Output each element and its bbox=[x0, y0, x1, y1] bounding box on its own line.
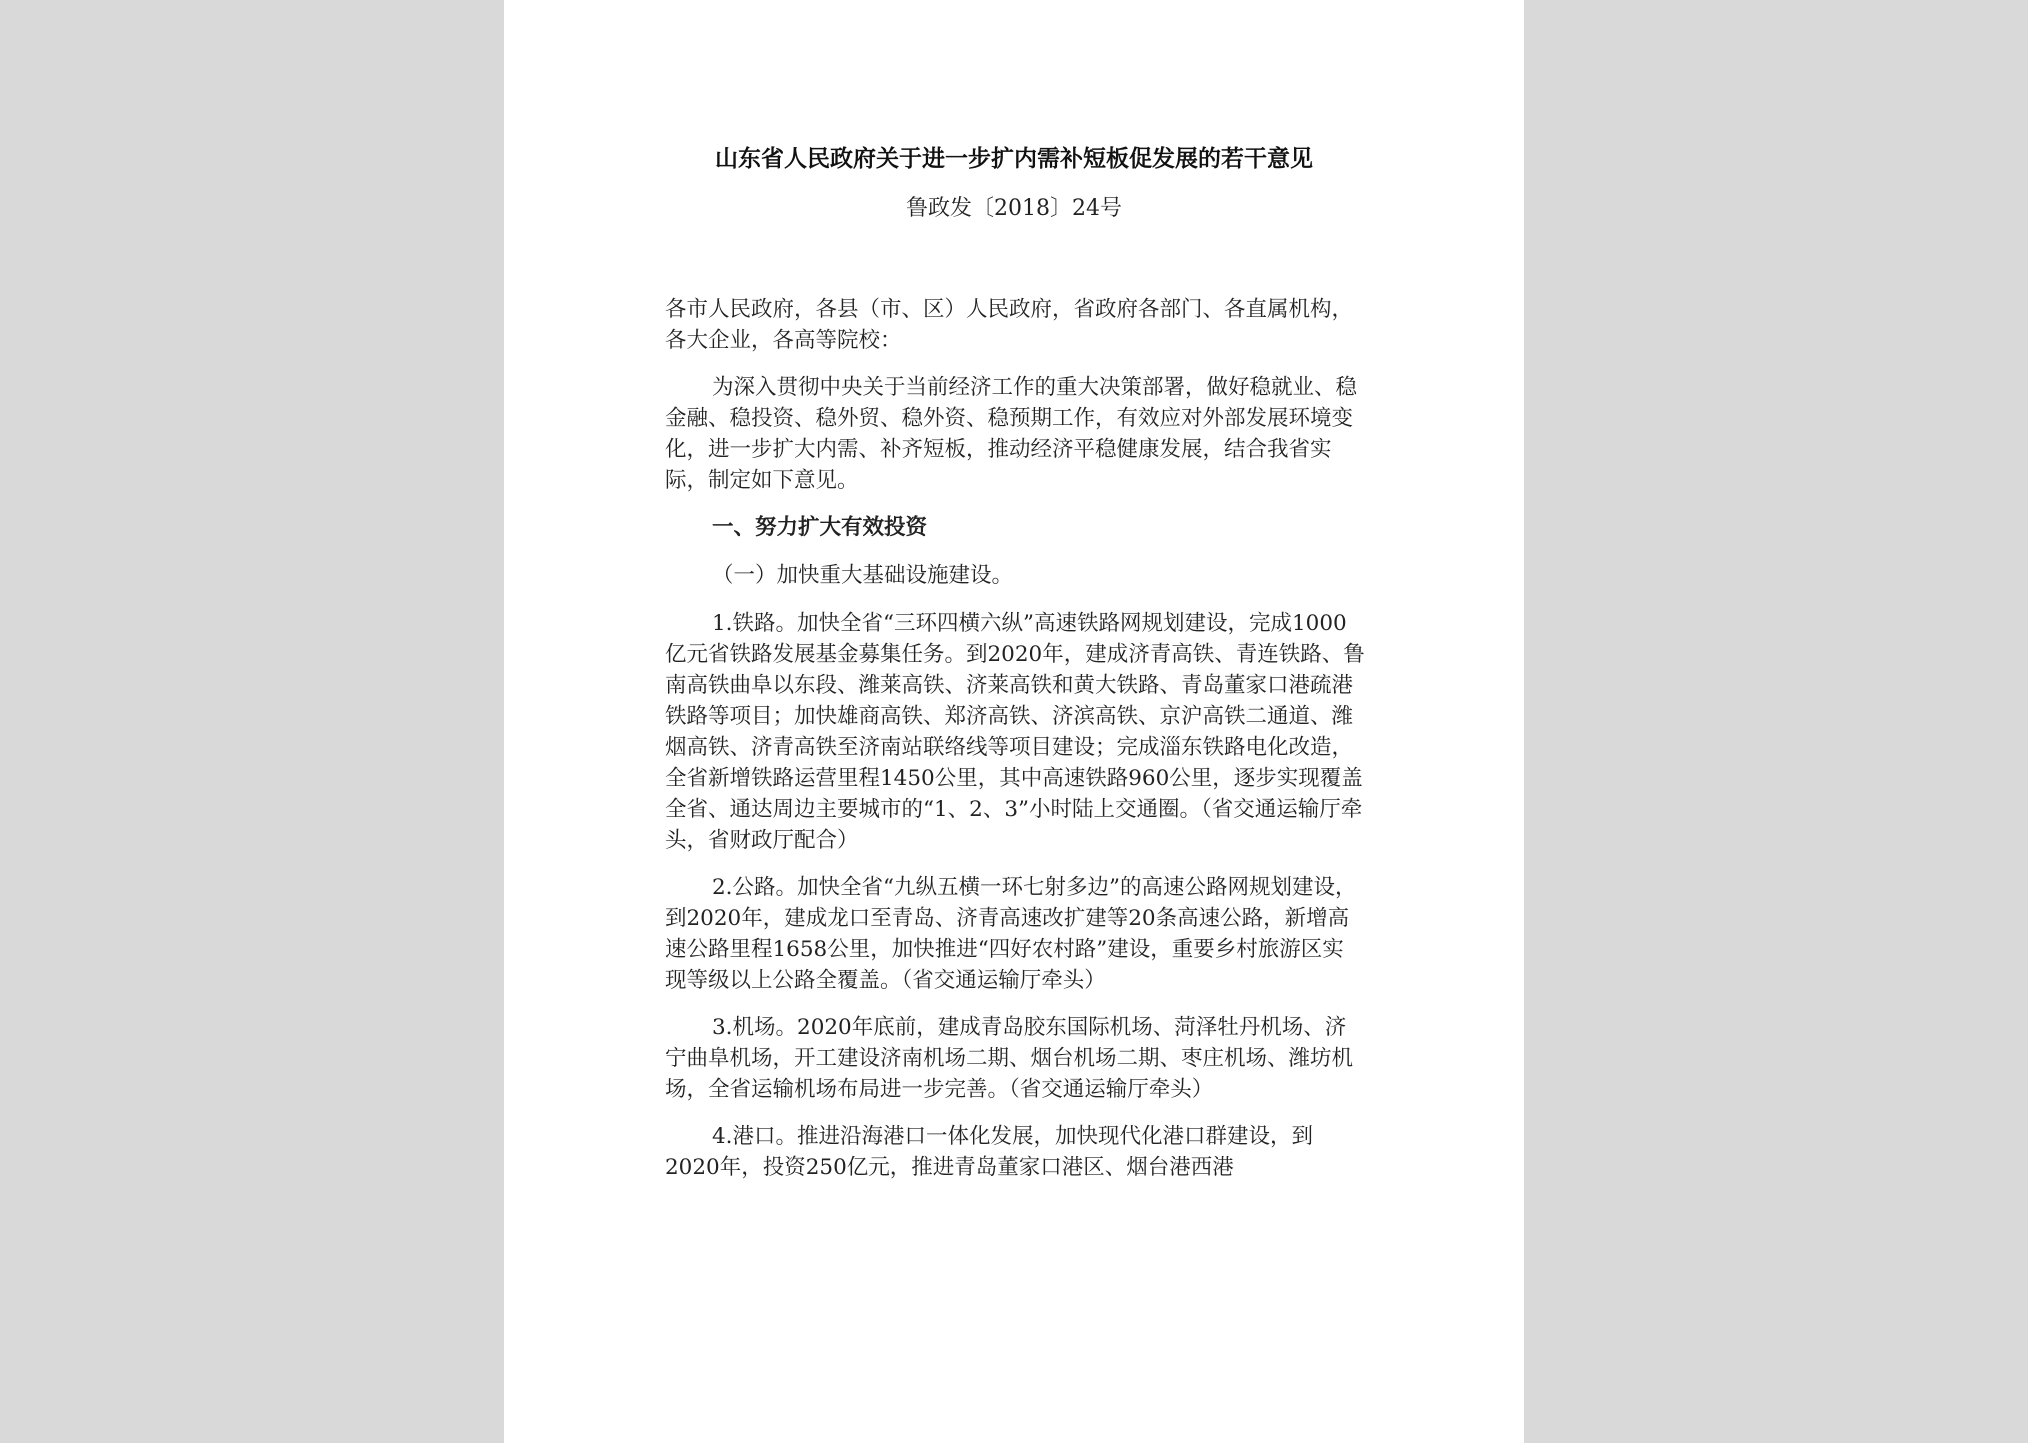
intro-paragraph: 为深入贯彻中央关于当前经济工作的重大决策部署，做好稳就业、稳金融、稳投资、稳外贸、稳外资、稳预期工作，有效应对外部发展环境变化，进一步扩大内需、补齐短板，推动经济平稳健康发展，结合我省实际，制定如下意见。 bbox=[665, 375, 1358, 493]
document-title: 山东省人民政府关于进一步扩内需补短板促发展的若干意见 bbox=[715, 145, 1313, 172]
document-page bbox=[504, 0, 1524, 1443]
document-number: 鲁政发〔2018〕24号 bbox=[906, 196, 1122, 221]
item-highway: 2.公路。加快全省“九纵五横一环七射多边”的高速公路网规划建设，到2020年，建成龙口至青岛、济青高速改扩建等20条高速公路，新增高速公路里程1658公里，加快推进“四好农村路”建设，重要乡村旅游区实现等级以上公路全覆盖。（省交通运输厅牵头） bbox=[665, 875, 1357, 993]
item-port: 4.港口。推进沿海港口一体化发展，加快现代化港口群建设，到2020年，投资250亿元，推进青岛董家口港区、烟台港西港 bbox=[665, 1124, 1314, 1180]
document-body bbox=[665, 294, 1365, 1199]
section-heading: 一、努力扩大有效投资 bbox=[712, 515, 928, 540]
item-railway: 1.铁路。加快全省“三环四横六纵”高速铁路网规划建设，完成1000亿元省铁路发展基金募集任务。到2020年，建成济青高铁、青连铁路、鲁南高铁曲阜以东段、潍莱高铁、济莱高铁和黄大铁路、青岛董家口港疏港铁路等项目；加快雄商高铁、郑济高铁、济滨高铁、京沪高铁二通道、潍烟高铁、济青高铁至济南站联络线等项目建设；完成淄东铁路电化改造，全省新增铁路运营里程1450公里，其中高速铁路960公里，逐步实现覆盖全省、通达周边主要城市的“1、2、3”小时陆上交通圈。（省交通运输厅牵头，省财政厅配合） bbox=[665, 611, 1365, 853]
addressee: 各市人民政府，各县（市、区）人民政府，省政府各部门、各直属机构，各大企业，各高等院校： bbox=[665, 297, 1354, 353]
item-airport: 3.机场。2020年底前，建成青岛胶东国际机场、菏泽牡丹机场、济宁曲阜机场，开工建设济南机场二期、烟台机场二期、枣庄机场、潍坊机场，全省运输机场布局进一步完善。（省交通运输厅牵头） bbox=[665, 1015, 1354, 1102]
subsection-heading: （一）加快重大基础设施建设。 bbox=[712, 563, 1014, 588]
